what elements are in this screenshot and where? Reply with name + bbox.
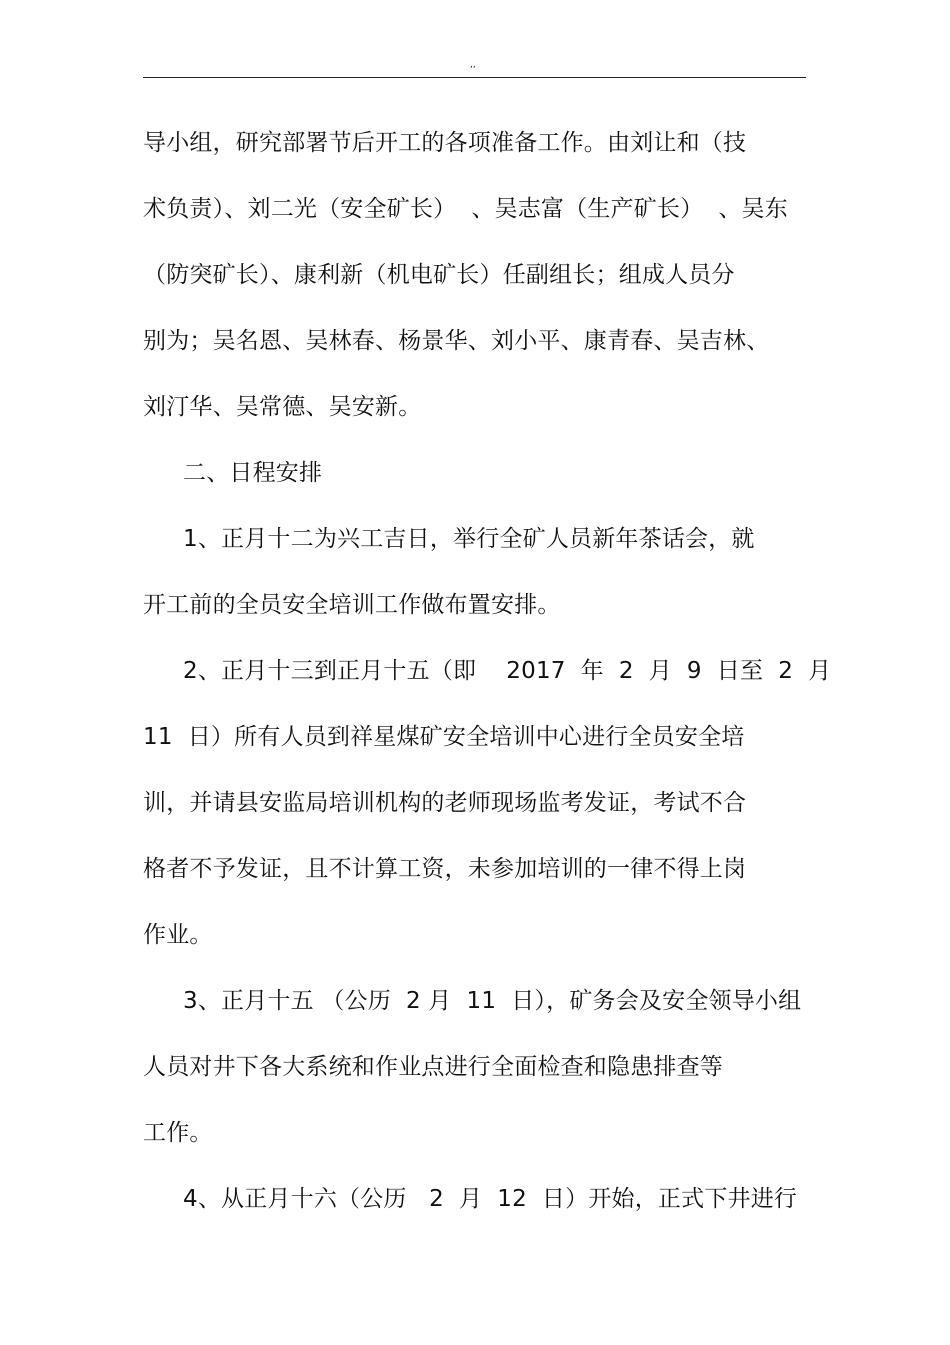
text-line: 刘汀华、吴常德、吴安新。 [143, 394, 422, 420]
text-line: （防突矿长）、康利新（机电矿长）任副组长；组成人员分 [143, 262, 735, 288]
section-heading: 二、日程安排 [183, 460, 323, 486]
text-line: 工作。 [143, 1120, 213, 1146]
text-line: 2、正月十三到正月十五（即 2017 年 2 月 9 日至 2 月 [183, 658, 832, 684]
text-line: 人员对井下各大系统和作业点进行全面检查和隐患排查等 [143, 1054, 723, 1080]
header-rule [143, 77, 806, 78]
text-line: 开工前的全员安全培训工作做布置安排。 [143, 592, 561, 618]
text-line: 1、正月十二为兴工吉日，举行全矿人员新年茶话会，就 [183, 526, 755, 552]
header-mark: ,, [470, 60, 476, 70]
text-line: 作业。 [143, 922, 213, 948]
text-line: 术负责）、刘二光（安全矿长） 、吴志富（生产矿长） 、吴东 [143, 196, 788, 222]
text-line: 导小组，研究部署节后开工的各项准备工作。由刘让和（技 [143, 130, 747, 156]
text-line: 训，并请县安监局培训机构的老师现场监考发证，考试不合 [143, 790, 747, 816]
text-line: 3、正月十五 （公历 2 月 11 日），矿务会及安全领导小组 [183, 988, 802, 1014]
text-line: 4、从正月十六（公历 2 月 12 日）开始，正式下井进行 [183, 1186, 798, 1212]
text-line: 11 日）所有人员到祥星煤矿安全培训中心进行全员安全培 [143, 724, 745, 750]
text-line: 别为；吴名恩、吴林春、杨景华、刘小平、康青春、吴吉林、 [143, 328, 770, 354]
text-line: 格者不予发证，且不计算工资，未参加培训的一律不得上岗 [143, 856, 747, 882]
